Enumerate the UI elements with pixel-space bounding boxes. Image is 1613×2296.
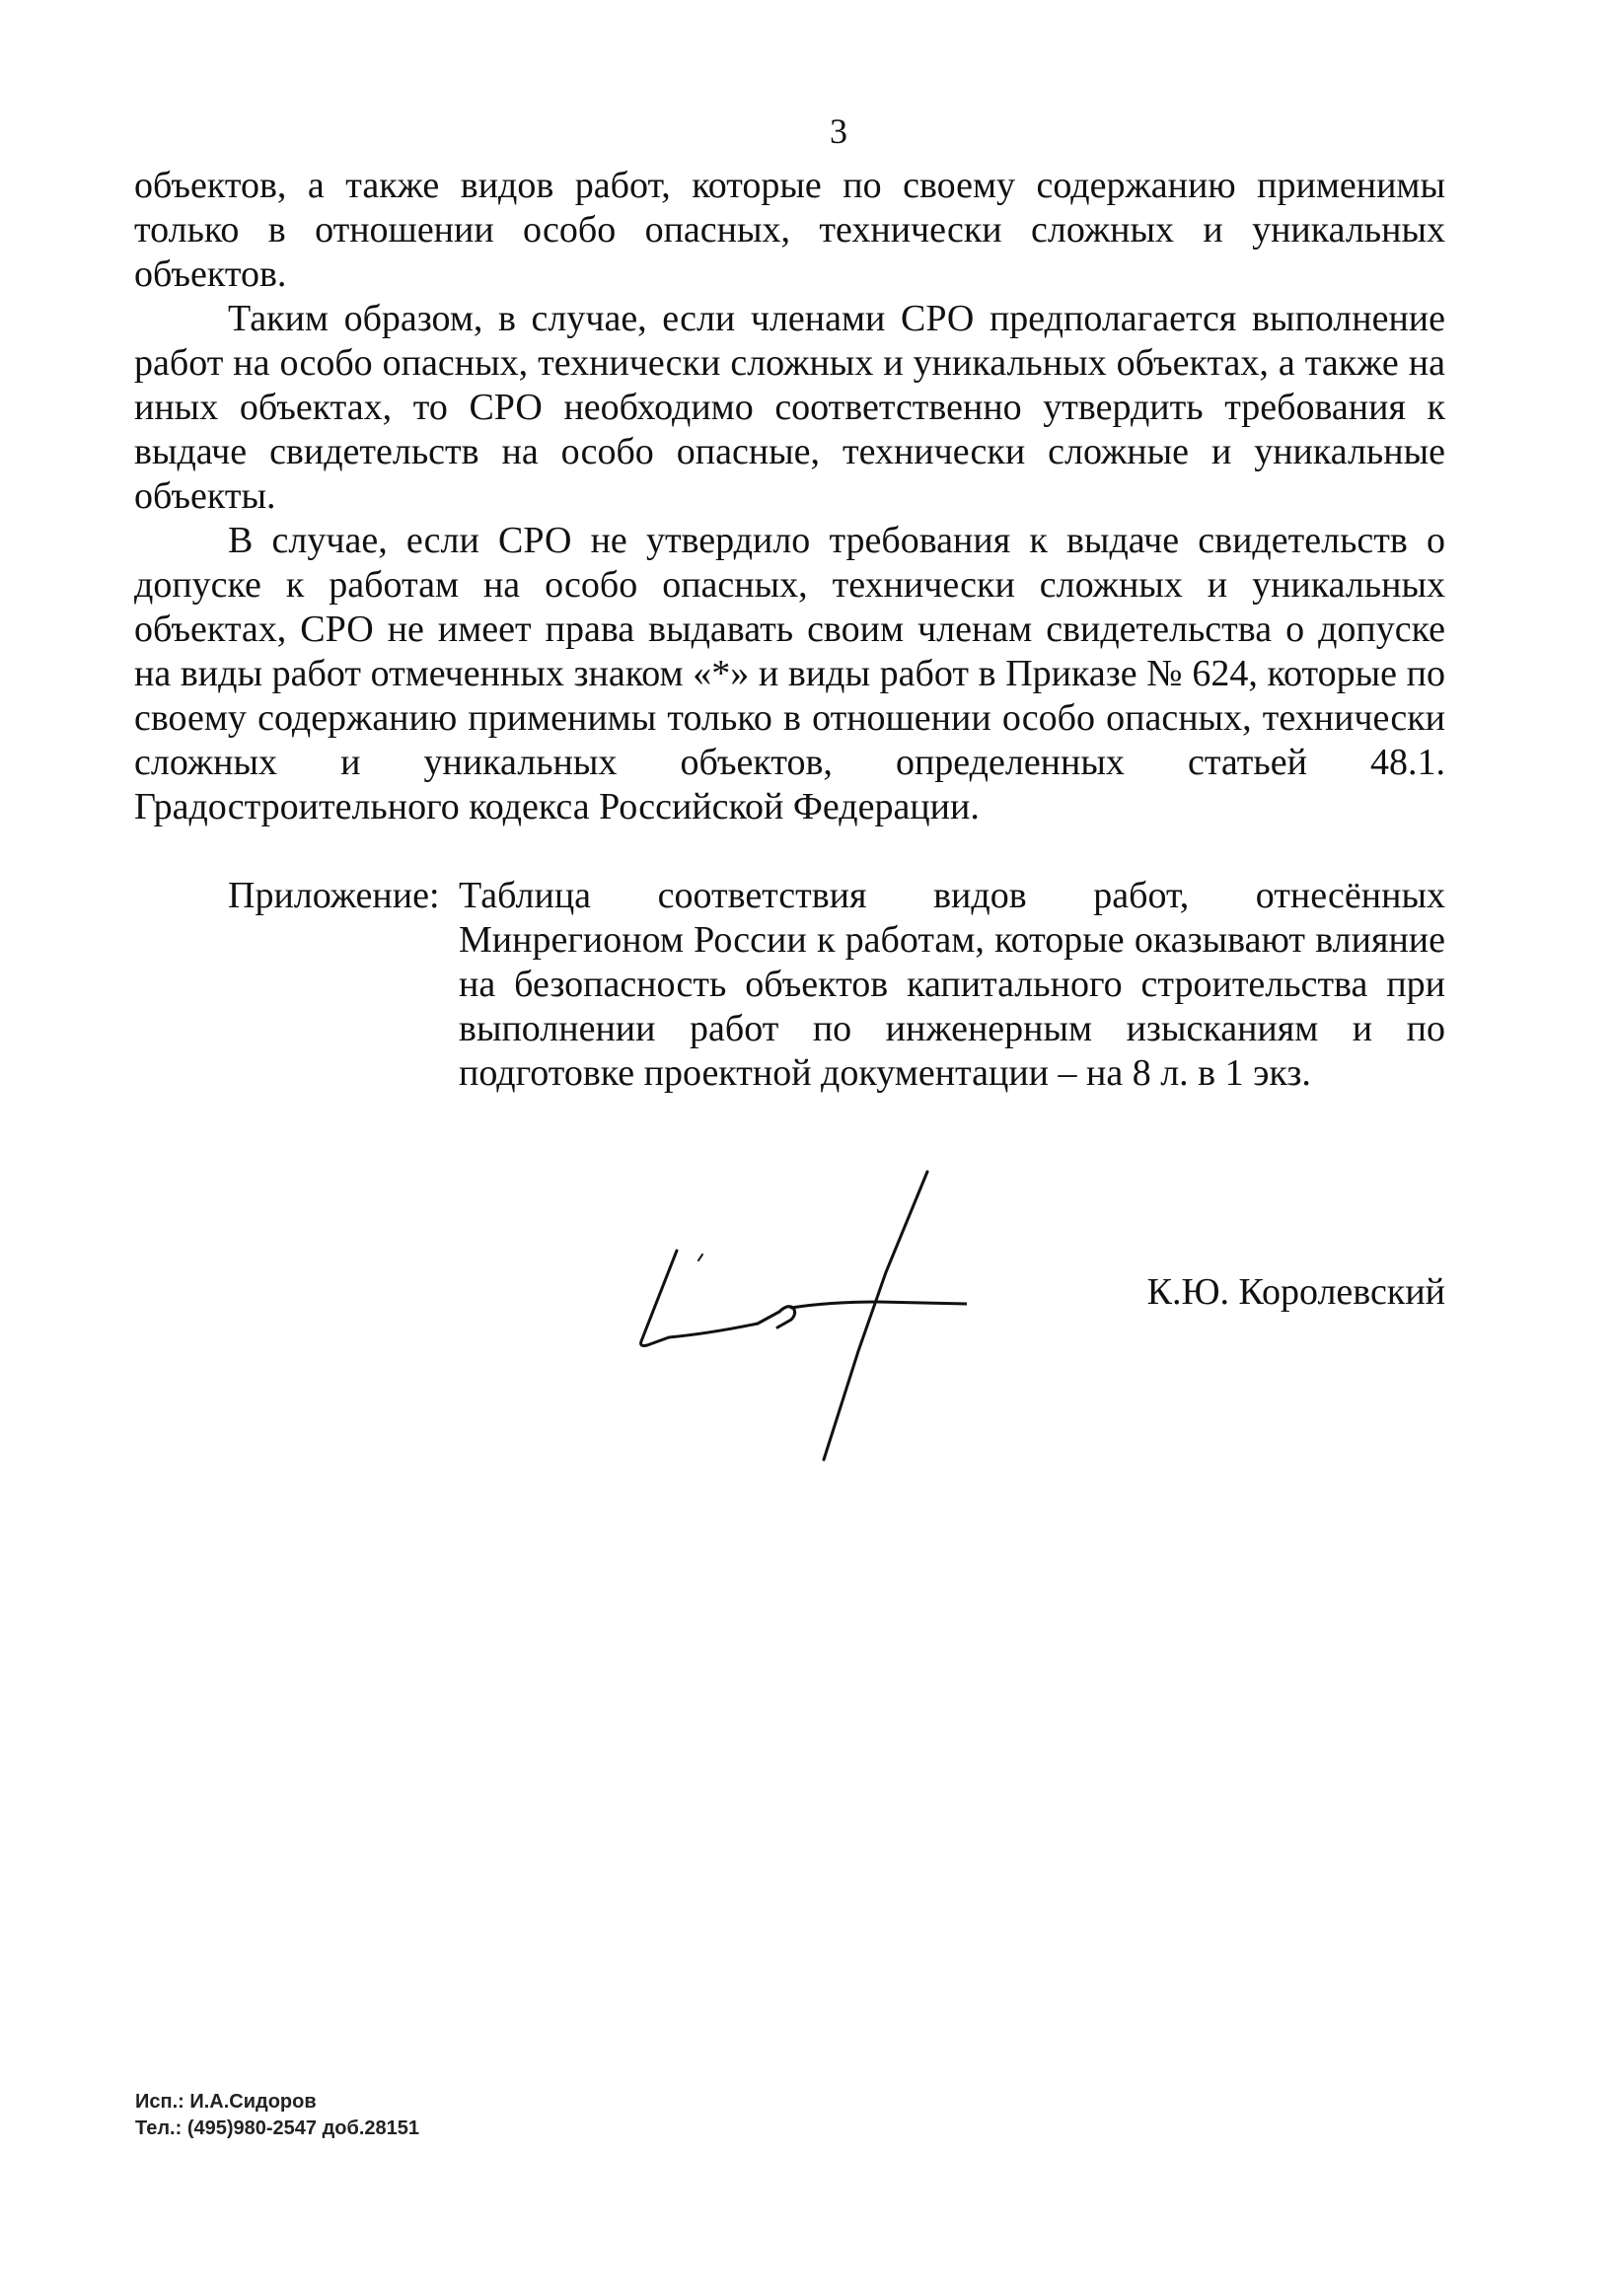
page-number: 3 — [830, 111, 847, 151]
appendix-label: Приложение: — [228, 875, 440, 916]
appendix-description: Таблица соответствия видов работ, отнесённых Минрегионом России к работам, которые оказывают влияние на безопасность объектов капитального строительства при выполнении работ по инженерным изысканиям и по подготовке проектной документации – на 8 л. в 1 экз. — [459, 875, 1445, 1094]
footer-contacts — [135, 2089, 419, 2142]
signer-name: К.Ю. Королевский — [1146, 1271, 1445, 1313]
paragraph-restriction: В случае, если СРО не утвердило требования к выдаче свидетельств о допуске к работам на особо опасных, технически сложных и уникальных объектах, СРО не имеет права выдавать своим членам свидетельства о допуске на виды работ отмеченных знаком «*» и виды работ в Приказе № 624, которые по своему содержанию применимы только в отношении особо опасных, технически сложных и уникальных объектов, определенных статьей 48.1. Градостроительного кодекса Российской Федерации. — [134, 520, 1445, 827]
phone-line: Тел.: (495)980-2547 доб.28151 — [135, 2117, 420, 2139]
appendix-block — [228, 874, 1445, 1096]
handwritten-signature — [631, 1164, 967, 1479]
paragraph-continuation: объектов, а также видов работ, которые по своему содержанию применимы только в отношении особо опасных, технически сложных и уникальных объектов. — [134, 165, 1445, 295]
paragraph-requirements: Таким образом, в случае, если членами СРО предполагается выполнение работ на особо опасных, технически сложных и уникальных объектах, а также на иных объектах, то СРО необходимо соответственно утвердить требования к выдаче свидетельств на особо опасные, технически сложные и уникальные объекты. — [134, 298, 1445, 517]
executor-line: Исп.: И.А.Сидоров — [135, 2091, 317, 2113]
letter-body — [134, 164, 1445, 829]
